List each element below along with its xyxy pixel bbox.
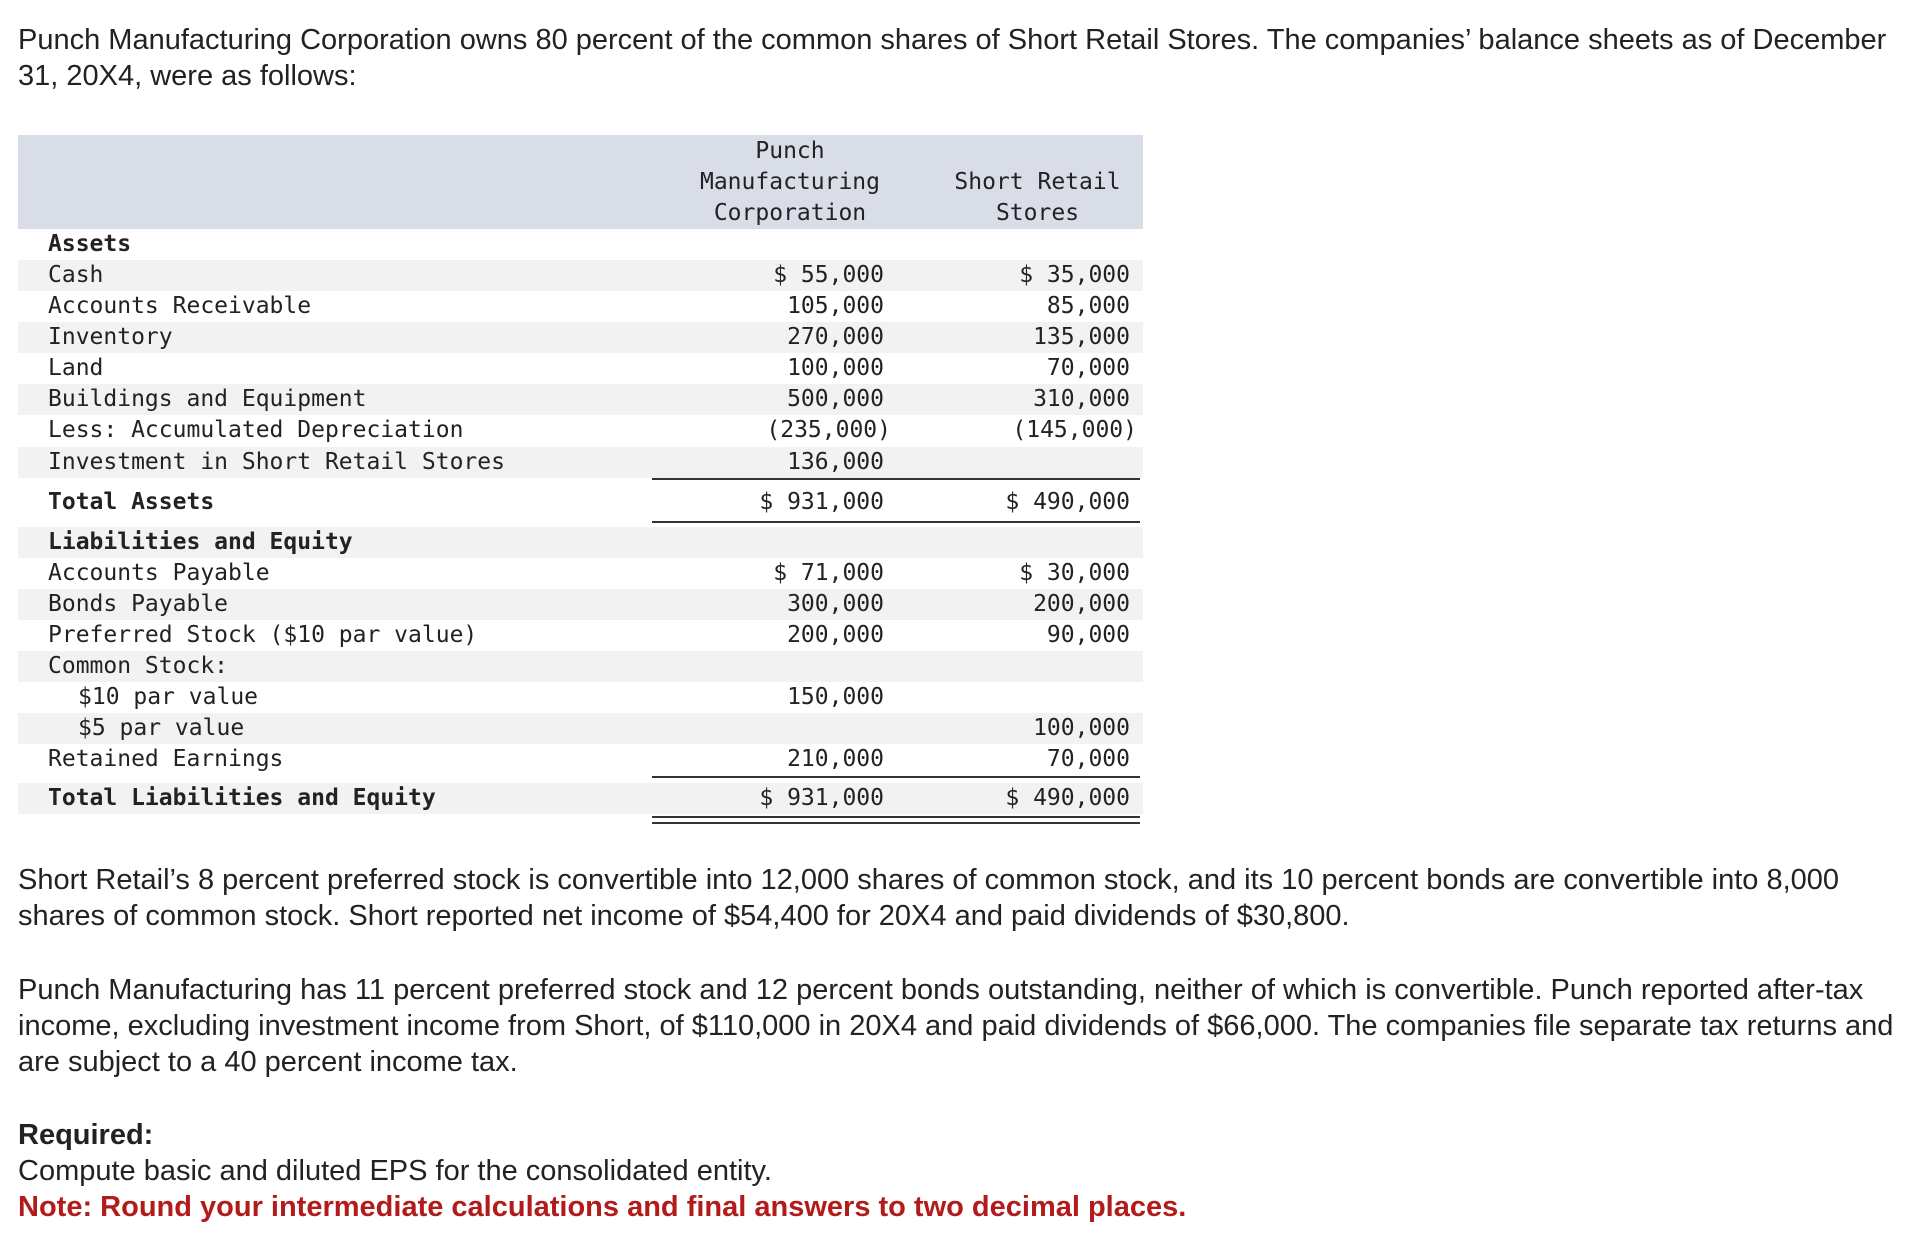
- intro-paragraph: Punch Manufacturing Corporation owns 80 percent of the common shares of Short Retail Stores. The companies’ balance sheets as of December 31, 20X4, were as follows:: [18, 24, 1887, 92]
- short-value: $ 30,000: [1019, 560, 1130, 586]
- table-row: [18, 415, 1143, 446]
- table-row: [18, 744, 1143, 775]
- row-label: Accounts Payable: [48, 560, 270, 586]
- punch-value: 210,000: [787, 746, 884, 772]
- row-label: $5 par value: [78, 715, 245, 741]
- table-row: [18, 589, 1143, 620]
- row-label: $10 par value: [78, 684, 259, 710]
- row-label: Preferred Stock ($10 par value): [48, 622, 478, 648]
- short-value: (145,000): [1012, 417, 1137, 443]
- column-header-punch-line-2: Manufacturing: [699, 169, 880, 195]
- total-liabilities-label: Total Liabilities and Equity: [48, 785, 436, 811]
- punch-value: 200,000: [787, 622, 884, 648]
- short-value: 85,000: [1046, 293, 1130, 319]
- punch-value: $ 55,000: [773, 262, 884, 288]
- short-total-liabilities: $ 490,000: [1005, 785, 1130, 811]
- short-value: 90,000: [1046, 622, 1130, 648]
- punch-value: 500,000: [787, 386, 884, 412]
- short-value: 70,000: [1046, 746, 1130, 772]
- row-label: Bonds Payable: [48, 591, 229, 617]
- required-heading: Required:: [18, 1119, 154, 1151]
- convertible-paragraph: Short Retail’s 8 percent preferred stock is convertible into 12,000 shares of common stock, and its 10 percent bonds are convertible into 8,000 shares of common stock. Short reported net income of $54,400 for 20X4 and paid dividends of $30,800.: [18, 864, 1840, 932]
- short-value: $ 35,000: [1019, 262, 1130, 288]
- short-value: 135,000: [1033, 324, 1130, 350]
- column-header-short-line-1: Short Retail: [954, 169, 1121, 195]
- punch-value: 105,000: [787, 293, 884, 319]
- row-label: Cash: [48, 262, 104, 288]
- short-value: 200,000: [1033, 591, 1130, 617]
- row-label: Accounts Receivable: [48, 293, 312, 319]
- row-label: Inventory: [48, 324, 173, 350]
- table-row: [18, 558, 1143, 589]
- row-label: Investment in Short Retail Stores: [48, 449, 505, 475]
- table-row: [18, 651, 1143, 682]
- table-row: [18, 447, 1143, 478]
- short-value: 100,000: [1033, 715, 1130, 741]
- total-liabilities-row: [18, 783, 1143, 814]
- assets-heading-row: [18, 229, 1143, 260]
- punch-value: 270,000: [787, 324, 884, 350]
- punch-value: 300,000: [787, 591, 884, 617]
- table-row: [18, 353, 1143, 384]
- punch-value: (235,000): [766, 417, 891, 443]
- subtotal-rule: [652, 478, 1140, 480]
- table-row: [18, 384, 1143, 415]
- row-label: Less: Accumulated Depreciation: [48, 417, 464, 443]
- table-header: [18, 135, 1143, 229]
- column-header-punch: [648, 136, 932, 229]
- row-label: Retained Earnings: [48, 746, 284, 772]
- table-row: [18, 620, 1143, 651]
- column-header-punch-line-1: Punch: [755, 138, 825, 164]
- liabilities-heading: Liabilities and Equity: [48, 529, 353, 555]
- table-row: [18, 713, 1143, 744]
- column-header-punch-line-3: Corporation: [713, 200, 867, 226]
- column-header-short-line-2: Stores: [995, 200, 1080, 226]
- row-label: Buildings and Equipment: [48, 386, 367, 412]
- row-label: Land: [48, 355, 104, 381]
- total-assets-row: [18, 487, 1143, 518]
- punch-total-assets: $ 931,000: [759, 489, 884, 515]
- punch-value: 136,000: [787, 449, 884, 475]
- table-row: [18, 322, 1143, 353]
- short-total-assets: $ 490,000: [1005, 489, 1130, 515]
- required-text: Compute basic and diluted EPS for the consolidated entity.: [18, 1155, 772, 1187]
- punch-paragraph: Punch Manufacturing has 11 percent preferred stock and 12 percent bonds outstanding, neither of which is convertible. Punch reported after-tax income, excluding investment income from Short, of $110,000 in 20X4 and paid dividends of $66,000. The companies file separate tax returns and are subject to a 40 percent income tax.: [18, 974, 1894, 1078]
- table-row: [18, 291, 1143, 322]
- assets-heading: Assets: [48, 231, 132, 257]
- column-header-short: [932, 167, 1143, 229]
- liabilities-heading-row: [18, 527, 1143, 558]
- total-assets-label: Total Assets: [48, 489, 215, 515]
- punch-value: 150,000: [787, 684, 884, 710]
- punch-total-liabilities: $ 931,000: [759, 785, 884, 811]
- punch-value: $ 71,000: [773, 560, 884, 586]
- rounding-note: Note: Round your intermediate calculations and final answers to two decimal places.: [18, 1191, 1187, 1223]
- table-row: [18, 682, 1143, 713]
- short-value: 70,000: [1046, 355, 1130, 381]
- table-row: [18, 260, 1143, 291]
- total-double-rule: [652, 816, 1140, 824]
- punch-value: 100,000: [787, 355, 884, 381]
- subtotal-rule: [652, 776, 1140, 778]
- short-value: 310,000: [1033, 386, 1130, 412]
- row-label: Common Stock:: [48, 653, 229, 679]
